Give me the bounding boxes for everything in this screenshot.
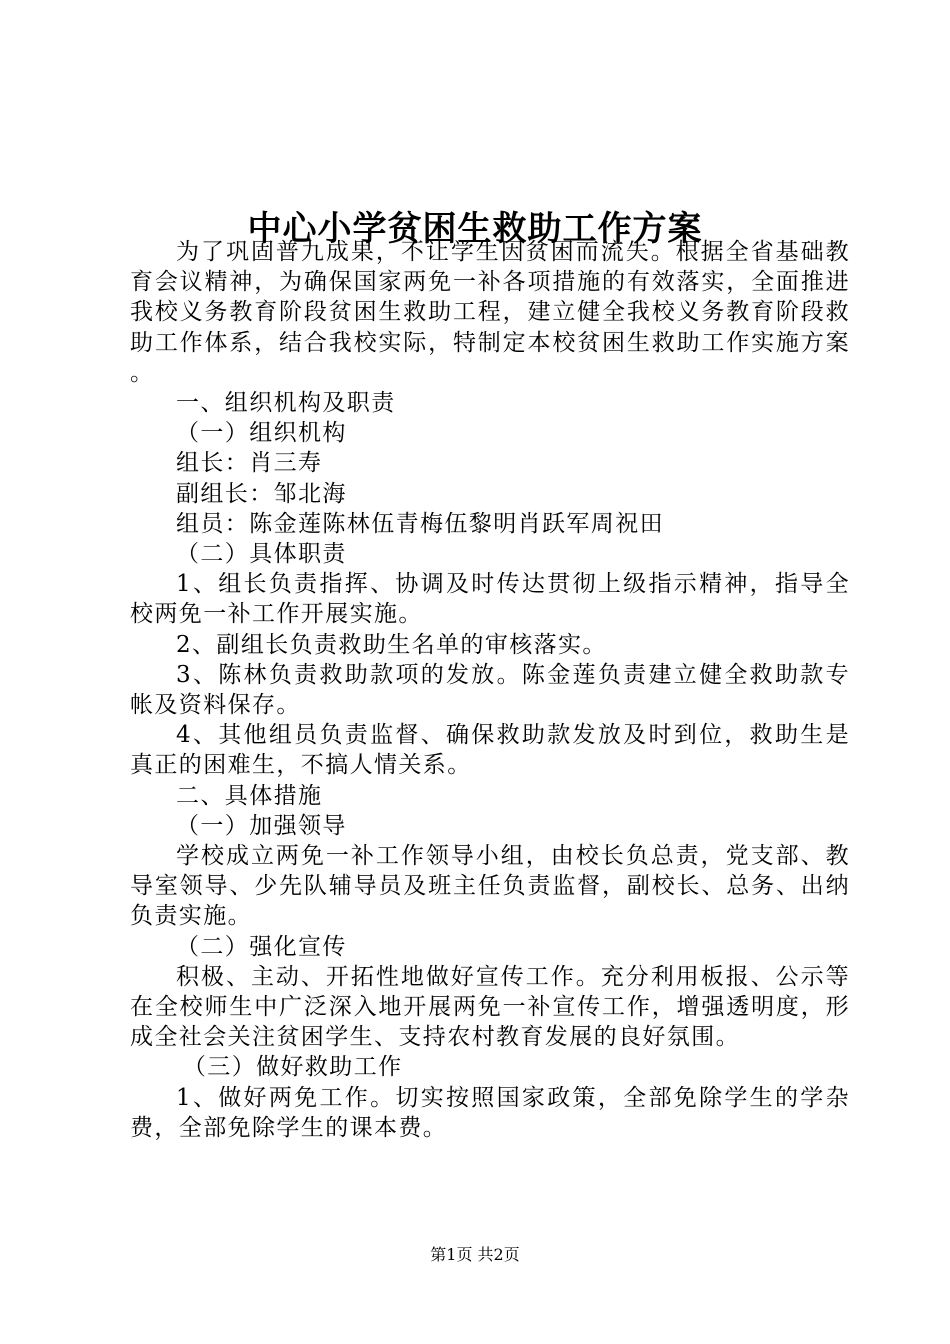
subsection-heading: （二）具体职责	[176, 541, 347, 568]
paragraph-intro: 为了巩固普九成果，不让学生因贫困而流失。根据全省基础教育会议精神，为确保国家两免一补各项措施的有效落实，全面推进我校义务教育阶段贫困生救助工程，建立健全我校义务教育阶段救助工作体系，结合我校实际，特制定本校贫困生救助工作实施方案。	[130, 239, 850, 386]
document-body	[130, 237, 850, 1143]
document-title: 中心小学贫困生救助工作方案	[247, 208, 703, 249]
duty-item: 2、副组长负责救助生名单的审核落实。	[176, 631, 607, 658]
paragraph-members: 组员：陈金莲陈林伍青梅伍黎明肖跃军周祝田	[176, 510, 664, 537]
duty-item: 3、陈林负责救助款项的发放。陈金莲负责建立健全救助款专帐及资料保存。	[130, 661, 850, 719]
subsection-heading: （一）加强领导	[176, 812, 347, 839]
subsection-heading: （三）做好救助工作	[182, 1054, 403, 1081]
duty-item: 4、其他组员负责监督、确保救助款发放及时到位，救助生是真正的困难生，不搞人情关系。	[130, 722, 850, 779]
page-footer: 第1页 共2页	[430, 1245, 520, 1264]
paragraph-publicity: 积极、主动、开拓性地做好宣传工作。充分利用板报、公示等在全校师生中广泛深入地开展两免一补宣传工作，增强透明度，形成全社会关注贫困学生、支持农村教育发展的良好氛围。	[130, 963, 850, 1051]
paragraph-leader: 组长：肖三寿	[176, 450, 323, 477]
paragraph-leadership: 学校成立两免一补工作领导小组，由校长负总责，党支部、教导室领导、少先队辅导员及班主任负责监督，副校长、总务、出纳负责实施。	[130, 843, 850, 930]
duty-item: 1、组长负责指挥、协调及时传达贯彻上级指示精神，指导全校两免一补工作开展实施。	[130, 571, 850, 628]
subsection-heading: （二）强化宣传	[176, 933, 347, 960]
subsection-heading: （一）组织机构	[176, 420, 347, 447]
section-heading-2: 二、具体措施	[176, 782, 323, 809]
paragraph-deputy-leader: 副组长：邹北海	[176, 480, 347, 507]
paragraph-exemption: 1、做好两免工作。切实按照国家政策，全部免除学生的学杂费，全部免除学生的课本费。	[130, 1084, 850, 1141]
section-heading-1: 一、组织机构及职责	[176, 390, 396, 417]
